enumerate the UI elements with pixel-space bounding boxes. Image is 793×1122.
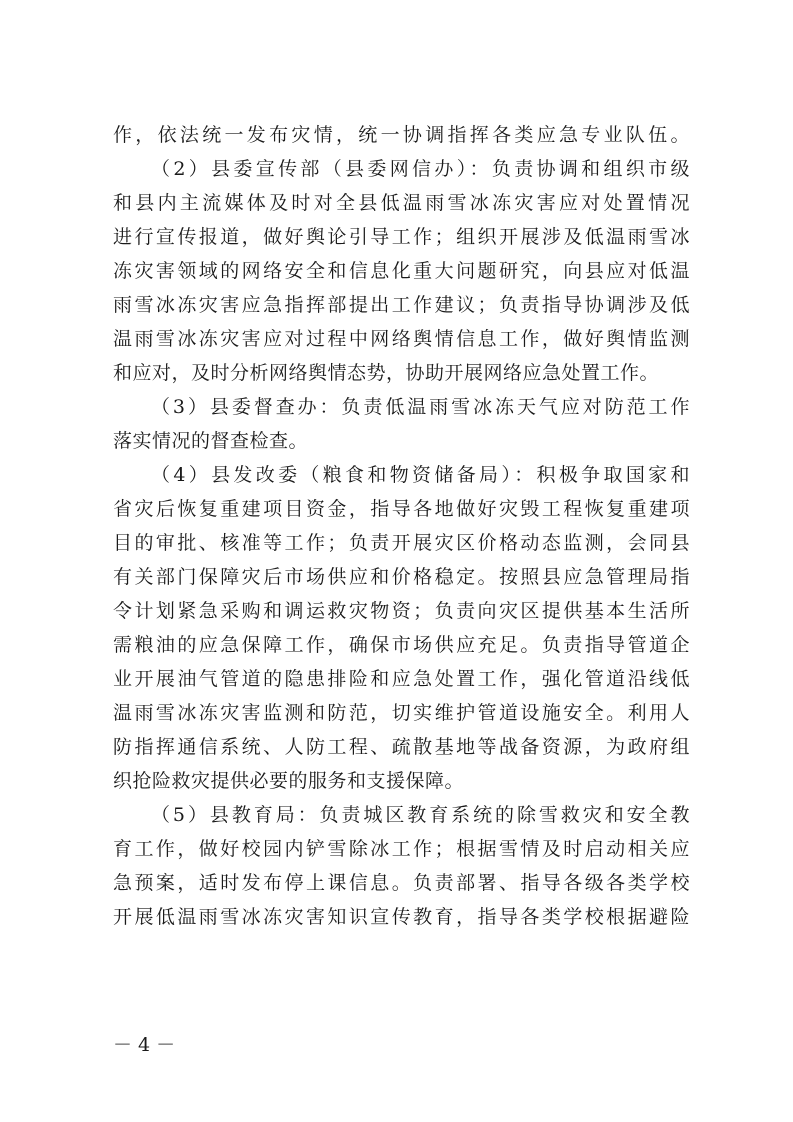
text-line: 防指挥通信系统、人防工程、疏散基地等战备资源，为政府组 xyxy=(113,736,690,758)
text-line: 和县内主流媒体及时对全县低温雨雪冰冻灾害应对处置情况 xyxy=(113,192,690,214)
text-line: 开展低温雨雪冰冻灾害知识宣传教育，指导各类学校根据避险 xyxy=(113,906,690,928)
text-line: 温雨雪冰冻灾害监测和防范，切实维护管道设施安全。利用人 xyxy=(113,702,690,724)
text-line: 作，依法统一发布灾情，统一协调指挥各类应急专业队伍。 xyxy=(113,124,690,146)
text-line: 业开展油气管道的隐患排险和应急处置工作，强化管道沿线低 xyxy=(113,668,690,690)
text-line: 省灾后恢复重建项目资金，指导各地做好灾毁工程恢复重建项 xyxy=(113,498,690,520)
paragraph-heading-line: （2）县委宣传部（县委网信办）：负责协调和组织市级 xyxy=(151,158,690,180)
text-line: 令计划紧急采购和调运救灾物资；负责向灾区提供基本生活所 xyxy=(113,600,690,622)
text-line: 和应对，及时分析网络舆情态势，协助开展网络应急处置工作。 xyxy=(113,362,660,384)
paragraph-heading-line: （5）县教育局：负责城区教育系统的除雪救灾和安全教 xyxy=(151,804,690,826)
page-number: － 4 － xyxy=(113,1034,176,1056)
body-text xyxy=(113,118,690,934)
paragraph-heading-line: （4）县发改委（粮食和物资储备局）：积极争取国家和 xyxy=(151,464,690,486)
text-line: 落实情况的督查检查。 xyxy=(113,430,309,452)
text-line: 进行宣传报道，做好舆论引导工作；组织开展涉及低温雨雪冰 xyxy=(113,226,690,248)
text-line: 有关部门保障灾后市场供应和价格稳定。按照县应急管理局指 xyxy=(113,566,690,588)
text-line: 织抢险救灾提供必要的服务和支援保障。 xyxy=(113,770,465,792)
paragraph-heading-line: （3）县委督查办：负责低温雨雪冰冻天气应对防范工作 xyxy=(151,396,690,418)
text-line: 需粮油的应急保障工作，确保市场供应充足。负责指导管道企 xyxy=(113,634,690,656)
text-line: 冻灾害领域的网络安全和信息化重大问题研究，向县应对低温 xyxy=(113,260,690,282)
text-line: 雨雪冰冻灾害应急指挥部提出工作建议；负责指导协调涉及低 xyxy=(113,294,690,316)
text-line: 育工作，做好校园内铲雪除冰工作；根据雪情及时启动相关应 xyxy=(113,838,690,860)
text-line: 目的审批、核准等工作；负责开展灾区价格动态监测，会同县 xyxy=(113,532,690,554)
text-line: 温雨雪冰冻灾害应对过程中网络舆情信息工作，做好舆情监测 xyxy=(113,328,690,350)
text-line: 急预案，适时发布停上课信息。负责部署、指导各级各类学校 xyxy=(113,872,690,894)
